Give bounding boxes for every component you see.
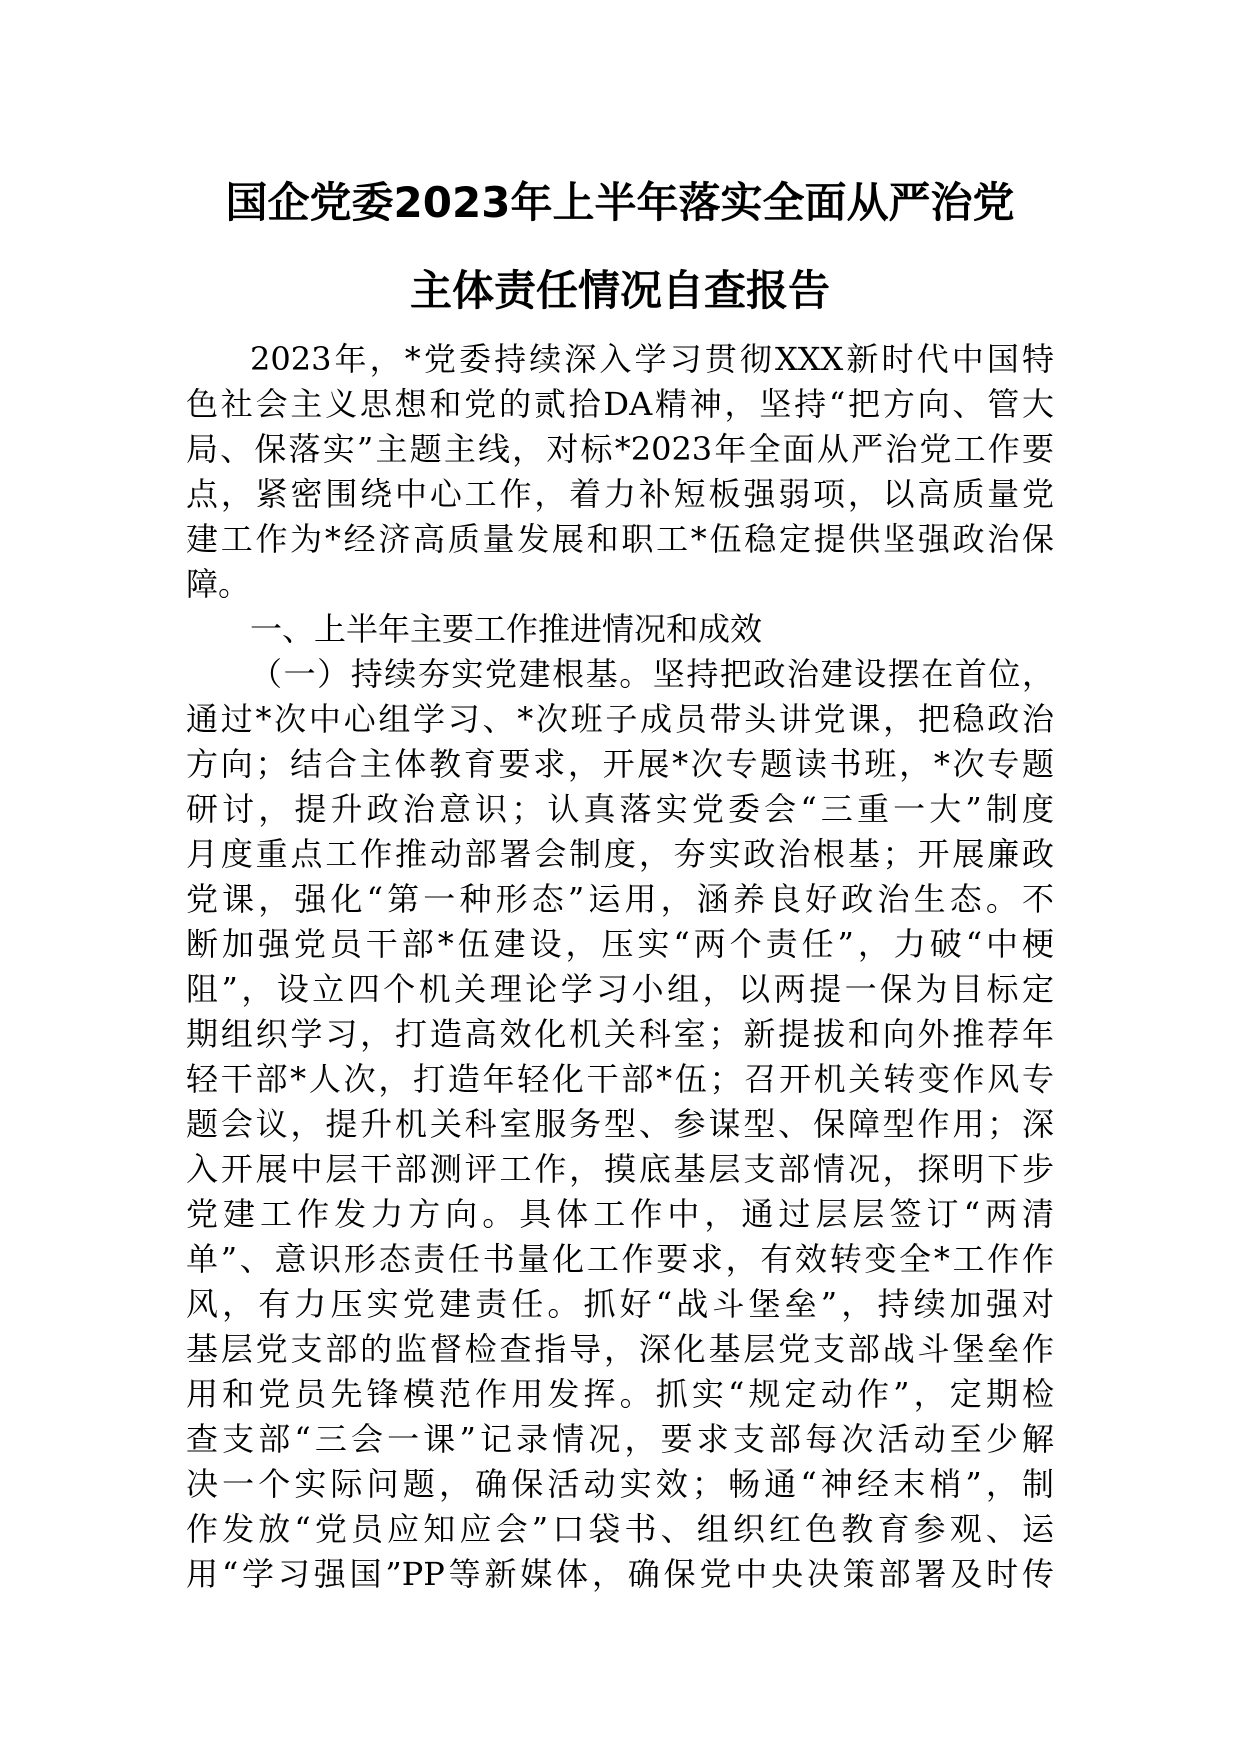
- body-line: 2023年，*党委持续深入学习贯彻XXX新时代中国特: [250, 340, 1054, 378]
- body-line: 党建工作发力方向。具体工作中，通过层层签订“两清: [186, 1195, 1054, 1233]
- body-line: 作发放“党员应知应会”口袋书、组织红色教育参观、运: [186, 1510, 1054, 1548]
- body-line: 断加强党员干部*伍建设，压实“两个责任”，力破“中梗: [186, 925, 1054, 963]
- body-line: 障。: [186, 565, 251, 603]
- body-line: 建工作为*经济高质量发展和职工*伍稳定提供坚强政治保: [186, 520, 1054, 558]
- body-line: 月度重点工作推动部署会制度，夯实政治根基；开展廉政: [186, 835, 1054, 873]
- body-line: 题会议，提升机关科室服务型、参谋型、保障型作用；深: [186, 1105, 1054, 1143]
- body-line: 阻”，设立四个机关理论学习小组，以两提一保为目标定: [186, 970, 1054, 1008]
- body-line: （一）持续夯实党建根基。坚持把政治建设摆在首位，: [250, 655, 1054, 693]
- body-line: 入开展中层干部测评工作，摸底基层支部情况，探明下步: [186, 1150, 1054, 1188]
- document-title-line-1: 国企党委2023年上半年落实全面从严治党: [225, 178, 1015, 227]
- body-line: 用“学习强国”PP等新媒体，确保党中央决策部署及时传: [186, 1555, 1054, 1593]
- body-line: 通过*次中心组学习、*次班子成员带头讲党课，把稳政治: [186, 700, 1054, 738]
- body-line: 局、保落实”主题主线，对标*2023年全面从严治党工作要: [186, 430, 1054, 468]
- body-line: 风，有力压实党建责任。抓好“战斗堡垒”，持续加强对: [186, 1285, 1054, 1323]
- body-line: 期组织学习，打造高效化机关科室；新提拔和向外推荐年: [186, 1015, 1054, 1053]
- body-line: 用和党员先锋模范作用发挥。抓实“规定动作”，定期检: [186, 1375, 1054, 1413]
- body-line: 点，紧密围绕中心工作，着力补短板强弱项，以高质量党: [186, 475, 1054, 513]
- body-line: 单”、意识形态责任书量化工作要求，有效转变全*工作作: [186, 1240, 1054, 1278]
- body-line: 轻干部*人次，打造年轻化干部*伍；召开机关转变作风专: [186, 1060, 1054, 1098]
- body-line: 查支部“三会一课”记录情况，要求支部每次活动至少解: [186, 1420, 1054, 1458]
- body-line: 方向；结合主体教育要求，开展*次专题读书班，*次专题: [186, 745, 1054, 783]
- document-body: [186, 337, 1054, 1597]
- document-title-line-2: 主体责任情况自查报告: [409, 266, 830, 315]
- section-heading: 一、上半年主要工作推进情况和成效: [250, 610, 763, 648]
- body-line: 基层党支部的监督检查指导，深化基层党支部战斗堡垒作: [186, 1330, 1054, 1368]
- body-line: 色社会主义思想和党的贰拾DA精神，坚持“把方向、管大: [186, 385, 1054, 423]
- body-line: 决一个实际问题，确保活动实效；畅通“神经末梢”，制: [186, 1465, 1054, 1503]
- body-line: 研讨，提升政治意识；认真落实党委会“三重一大”制度: [186, 790, 1054, 828]
- body-line: 党课，强化“第一种形态”运用，涵养良好政治生态。不: [186, 880, 1054, 918]
